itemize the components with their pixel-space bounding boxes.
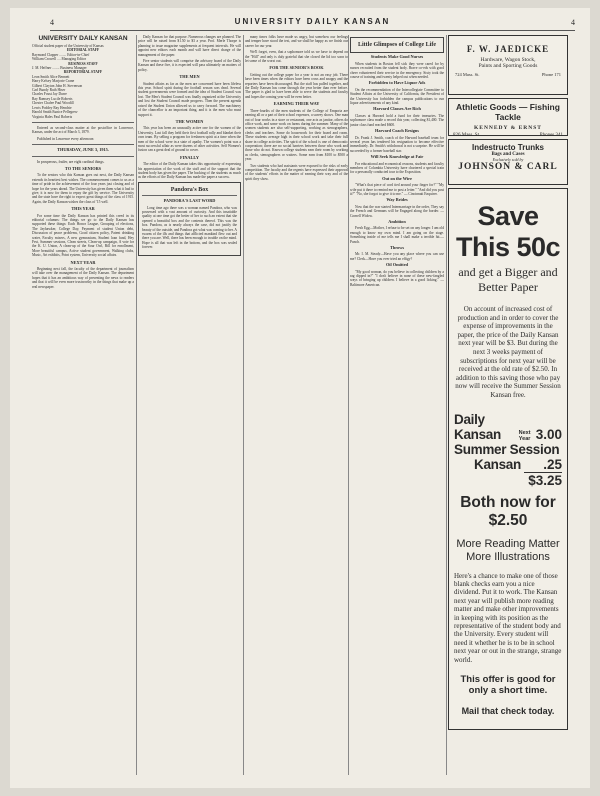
glimpses-items <box>350 55 444 287</box>
paragraph: Beginning next fall, the faculty of the department of journalism will take over the management of the Daily Kansan. The department hopes that it has an ambitious way of presenting the news to readers and that it will be even more trustworthy in the things that make up a real newspaper. <box>32 267 134 289</box>
item-heading: Oil Omitted <box>385 262 409 268</box>
item-heading: Ambition <box>388 219 406 224</box>
ad-name: F. W. JAEDICKE <box>466 44 550 54</box>
price-total: $3.25 <box>524 472 562 488</box>
offer-deadline: This offer is good for only a short time. <box>460 674 556 696</box>
paragraph: For some time the Daily Kansan has printed this creed in its editorial columns: The things we go to the Daily Kansan has supported these things: Each Honor League, Grouping of elections, The Jayhawker, College Day, Payment of student Union debt, Discussion of peace problems, Good citizen policy, Patent drinking water, Faculty mixers, A new gymnasium, Student loan fund, Hey Fest, Summer sessions, Clean streets, Clean-up campaign, A vote for the K. U. Union, A clean-up of the Sour Owl, Bill for enrollment, More beautiful campus, Active student government, Walking clubs, Music, Art exhibits, Point system, University social affairs. <box>32 213 134 258</box>
editorial-column-3 <box>245 35 348 775</box>
paragraph: The editor of the Daily Kansan takes this opportunity of expressing his appreciation of the work of the staff and of the support that the student body has given the paper. The backing of the students as much as the efforts of the Daily Kansan has made the paper a success. <box>138 162 241 180</box>
item-heading: Out on the Wire <box>382 175 412 181</box>
staff-line: Virginia Hales Paul Roberts <box>32 114 73 119</box>
trunks-ad <box>448 139 568 185</box>
ad-title: Indestructo Trunks <box>471 143 544 152</box>
item-heading: Will Seek Knowledge at Fair <box>370 154 424 160</box>
paragraph: On the recommendation of the Intercollegiate Committee to Student Affairs at the University of California, the President of the University has forbidden the campus publications to run liquor advertisements of any kind. <box>350 87 444 106</box>
editorial-column-2 <box>138 35 241 775</box>
item-heading: Way Brides <box>386 197 408 203</box>
staff-line: Gilbert Clayton John H. Stevenson <box>32 83 83 88</box>
paragraph: "My good woman, do you believe in collecting children by a rag dipped in?" "I don't believe in none of these new-fangled ways of bringing up children. I believe in a good licking." —Baltimore American. <box>350 269 444 287</box>
staff-line: Ray Ramsey Lucile Roberts <box>32 96 73 101</box>
ad-handled: Exclusively sold by <box>492 157 524 162</box>
call-to-action: Mail that check today. <box>461 706 555 716</box>
motto: In prosperous, frailer, are eight cardinal things. <box>37 159 105 164</box>
staff-line: Charles Foust Jay Durre <box>32 92 67 97</box>
ad-firm: JOHNSON & CARL <box>458 162 558 172</box>
item-heading: Throws <box>389 245 404 251</box>
editorial-column <box>32 35 134 775</box>
paragraph: Three-fourths of the men students of the College of Emporia are earning all or a part of their school expenses, a survey shows. One man out of four works in a store or restaurant, one acts as janitor, others do office work, and some work on farms during the summer. Many of the women students are also self-supporting, working as stenographers, clerks and teachers. Some do housework for their board and room. These students average high in their school work and take their full share in college activities. The spirit of the school is one of democratic cooperation; there are no social barriers between those who work and those who do not. Known college students earn their room by working as clerks, stenographers or waiters. Some earn from $100 to $500 a year. <box>245 108 348 162</box>
section-heading: TO THE SENIORS <box>64 165 102 171</box>
masthead-title: UNIVERSITY DAILY KANSAN <box>234 17 391 26</box>
column-rule <box>446 35 447 775</box>
heading: EARNING THEIR WAY <box>273 101 320 107</box>
staff-line: Leon Smith Alice Bennett <box>32 74 70 79</box>
staff-line: BUSINESS STAFF <box>68 61 98 66</box>
paragraph: Now that the war started Intermarriage in the order, They say the French and Germans will be Engaged along the border. —Cornell Widow. <box>350 204 444 218</box>
staff-line: Harry Kelsey Marjorie Crane <box>32 79 75 84</box>
box-title: Pandora's Box <box>170 186 209 193</box>
ad-firm: KENNEDY & ERNST <box>474 125 542 131</box>
staff-line: REPORTORIAL STAFF <box>63 70 103 75</box>
column-rule <box>243 35 244 775</box>
paragraph: Daily Kansan for that purpose. Numerous changes are planned. The price will be raised from $1.50 to $3 a year. Prof. Merle Thorpe is planning to issue magazine supplements at frequent intervals. He will appoint new editors each month and will have direct charge of the management of the paper. <box>138 35 241 57</box>
page-number-left: 4 <box>50 18 54 27</box>
glimpses-box <box>350 37 444 53</box>
paragraph: "What's that piece of cord tied around your finger for?" "My wife put it there to remind me to post a letter." "And did you post it?" "No, she forgot to give it to me." — Cincinnati Enquirer. <box>350 183 444 196</box>
advertisements <box>448 35 568 733</box>
price-item: Kansan <box>474 456 521 472</box>
paper-nameplate: UNIVERSITY DAILY KANSAN <box>38 35 128 42</box>
staff-line: Chester Chafee Paul Woodill <box>32 101 74 106</box>
jaedicke-ad <box>448 35 568 95</box>
section-heading: NEXT YEAR <box>70 259 96 265</box>
ad-phone: Phones 341 <box>539 133 563 138</box>
staff-line: EDITORIAL STAFF <box>66 48 100 53</box>
pandoras-box <box>138 182 241 256</box>
staff-line: William Crowell .... Managing Editor <box>32 57 86 62</box>
staff-line: J. M. Heffner ........ Business Manager <box>32 66 87 71</box>
glimpses-title: Little Glimpses of College Life <box>358 42 436 48</box>
offer-line: Both now for $2.50 <box>460 493 556 529</box>
ad-subhead: and get a Bigger and Better Paper <box>458 265 558 294</box>
price-value: .25 <box>543 456 562 472</box>
athletic-goods-ad <box>448 98 568 136</box>
heading-men: THE MEN <box>179 74 200 80</box>
editorial-sections <box>32 167 134 289</box>
item-heading: Students Make Good Nurses <box>370 54 424 60</box>
paragraph: Two students who had assistants were exposed to the risks of early competition. The faculty and the regents have expressed their approval of the students' efforts in the matter of earning their way and of the spirit they show. <box>245 163 348 181</box>
ad-tagline: More Reading Matter More Illustrations <box>456 537 560 563</box>
column-rule <box>136 35 137 775</box>
ad-address: 826 Mass. St. <box>453 133 481 138</box>
staff-line: Official student paper of the University of Kansas <box>32 44 104 48</box>
box-subtitle: PANDORA'S LAST WORD <box>163 198 216 204</box>
paragraph: Student affairs as far as the men are concerned have been lifeless this year. School spirit during the football season was dead. Several student governments were formed and the idea of Student Council was lost. The Men's Student Council was finally organized at the University and lost the Student Council made progress. Then the present agenda raised the Student Union allowed us to carry forward. The machinery of the chancellor is an important thing, and it is the men who must support it. <box>138 81 241 117</box>
paragraph: Long time ago there was a woman named Pandora, who was possessed with a vast amount of curiosity. And this insatiable quality at one time got the better of her to such an extent that she opened a beautiful box and the contents thereof. This was the box. Pandora, as is nearly always the case, did not justify the beauty of the outside, and Pandora got what was coming to her. A swarm of the ills and things that afflicted mankind flew out and there you are. Well, there has been enough to trouble on the mind. Hope is all that was left in the bottom, and the box was sealed forever. <box>142 205 237 250</box>
paragraph: many times folks have made us angry, but somehow our feelings and temper have stood the test, and we shall be happy as we finish our career for our year. <box>245 35 348 48</box>
heading: FOR THE SENIOR'S BOOK <box>269 65 324 71</box>
column-rule <box>348 35 349 775</box>
paragraph: Classes at Harvard hold a fund for their treasuries. The sophomore class made a record this year, collecting $1,400. The junior class fund reached $600. <box>350 113 444 127</box>
page-masthead <box>50 16 575 31</box>
paragraph: Fresh Egg—Mother, I refuse to be set on any longer. I am old enough to know my own mind. I am going on the stage. Something inside of me tells me I shall make a terrible hit.—Punch. <box>350 226 444 244</box>
page-number-right: 4 <box>571 18 575 27</box>
entry-notice: Entered as second-class matter at the postoffice in Lawrence, Kansas, under the act of March 3, 1879. <box>32 125 134 135</box>
paragraph: To the seniors who this Kansan goes out next, the Daily Kansan extends its heartiest best wishes. The commencement comes to us as a time of pride in the achievement of the four years just closing and of hope for the years ahead. The University has given them what it had to give; it is now for them to repay the gift by service. The University and the state have the right to expect great things of the class of 1915. Again, the Daily Kansan wishes the class of '15 well. <box>32 173 134 204</box>
newspaper-page <box>10 8 590 788</box>
paragraph: Mr. I. M. Steady—Have you any place where you can use me? Clerk—Have you ever tried an effigy? <box>350 252 444 261</box>
college-life-column <box>350 35 444 775</box>
paragraph: This year has been an unusually active one for the women of the University. Last fall they held their first football rally and blanket their own team. By selling a program for freshmen spirit at a time when the men of the school were in a state of apathy. The women's point was a most successful affair as were dozens of other activities. Self Women's fusion can a great deal of ground to cover. <box>138 126 241 153</box>
item-heading: Harvard Classes Are Rich <box>373 106 421 112</box>
ad-line: Paints and Sporting Goods <box>478 63 538 69</box>
ad-sub: Bags and Cases <box>491 152 525 157</box>
item-heading: Forbidden to Have Liquor Ads <box>368 80 426 86</box>
paragraph: Getting out the college paper for a year is not an easy job. There have been times when the editors have been cross and snappy and the reporters have been discouraged. But the staff has pulled together, and the Daily Kansan has come through the year better than ever before. The paper is glad to have been able to serve the students and faculty and hopes the coming year will be even better. <box>245 72 348 99</box>
paragraph: We'll forget, even, that a sophomore told us we have to depend on the "Hill" and only is duly grateful that she closed the lid too soon to let some of the worst out. <box>245 50 348 64</box>
section-heading: THIS YEAR <box>71 206 95 212</box>
ad-body: On account of increased cost of production and in order to cover the expense of improvements in the paper, the price of the Daily Kansan next year will be $3. But during the next 3 weeks payment of subscriptions for next year will be received at the old rate of $2.50. In addition to this saving those who pay now will receive the Summer Session Kansan free. <box>455 305 561 399</box>
kansan-subscription-ad <box>448 188 568 730</box>
issue-date: THURSDAY, JUNE 3, 1915. <box>57 147 109 153</box>
price-value: 3.00 <box>535 426 562 442</box>
ad-body-2: Here's a chance to make one of those blank checks earn you a nice dividend. Put it to work. The Kansan next year will publish more reading matter and make other improvements in keeping with its position as the representative of the student body and the University. Every student will need it whether he is to be in school next year or out in the strange, strange world. <box>454 571 562 664</box>
ad-address: 724 Mass. St. <box>455 72 480 77</box>
heading-finally: FINALLY <box>180 154 199 160</box>
paragraph: When students in Boston fell sick they were cared for by nurses recruited from the student body. Brave co-eds with good cheer volunteered their service in the emergency. Sixty took the course of training and twenty helped out when needed. <box>350 61 444 80</box>
staff-list <box>32 44 134 119</box>
ad-headline: Save This 50c <box>455 201 561 262</box>
paragraph: Five senior students will comprise the advisory board of the Daily Kansan and these five, it is expected will pass ultimately on matters of policy. <box>138 59 241 72</box>
price-item: Summer Session <box>454 441 560 457</box>
item-heading: Harvard Coach Resigns <box>375 128 419 134</box>
ad-phone: Phone 171 <box>541 72 561 77</box>
heading-women: THE WOMEN <box>175 118 204 124</box>
price-note: Next Year <box>518 429 531 442</box>
paragraph: For educational and economical reasons, students and faculty members of Columbia University have chartered a special train for a personally conducted tour to the Exposition. <box>350 161 444 175</box>
paragraph: Dr. Frank J. Smith, coach of the Harvard baseball team for several years has tendered his resignation to become effective immediately. Dr. Smith's withdrawal is not a surprise. He will be succeeded by a former baseball star. <box>350 135 444 153</box>
staff-line: Lewis Poddey Ray Hendrie <box>32 105 72 110</box>
price-table <box>454 411 562 488</box>
staff-line: Harold Smith Eunice Pellegrew <box>32 110 78 115</box>
ad-line: Hardware, Wagon Stock, <box>480 57 536 63</box>
staff-line: Raymond Clapper ........ Editor-in-Chief <box>32 52 90 57</box>
ad-title: Athletic Goods — Fishing Tackle <box>456 102 560 122</box>
publication-notice: Published in Lawrence every afternoon <box>37 136 94 141</box>
price-item: Daily Kansan <box>454 411 501 442</box>
staff-line: Carl Bundy Ruth Hiser <box>32 88 66 93</box>
